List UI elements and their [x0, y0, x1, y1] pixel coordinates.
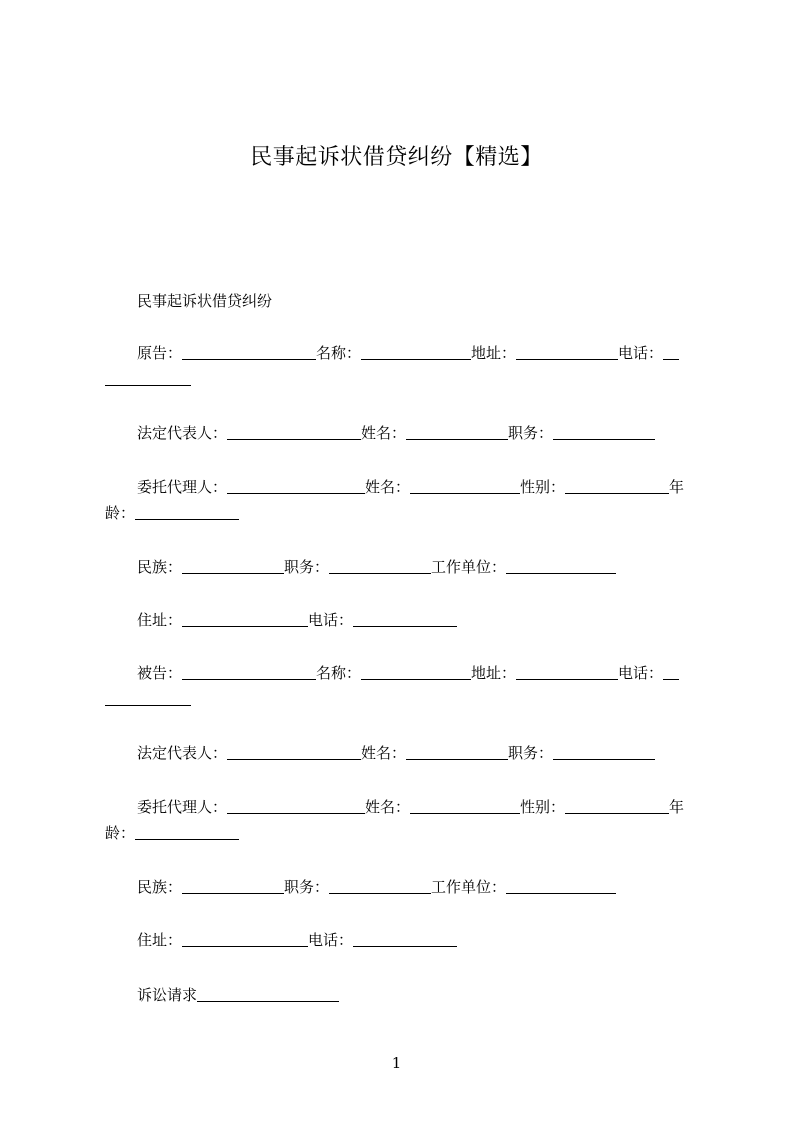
- defendant-agent-line: [105, 794, 703, 820]
- plaintiff-workplace-label: 工作单位：: [431, 558, 507, 576]
- defendant-phone-label: 电话：: [618, 664, 664, 682]
- plaintiff-gender-label: 性别：: [520, 478, 566, 496]
- defendant-address-label: 地址：: [471, 664, 517, 682]
- defendant-line-cont: [105, 686, 703, 712]
- defendant-rep-name-label: 姓名：: [361, 744, 407, 762]
- defendant-blank[interactable]: [182, 665, 316, 680]
- plaintiff-address-label: 地址：: [471, 344, 517, 362]
- defendant-agent-name-label: 姓名：: [365, 798, 411, 816]
- defendant-address-blank[interactable]: [516, 665, 618, 680]
- plaintiff-gender-blank[interactable]: [565, 479, 669, 494]
- defendant-workplace-label: 工作单位：: [431, 878, 507, 896]
- defendant-rep-position-blank[interactable]: [553, 745, 655, 760]
- plaintiff-age-blank[interactable]: [135, 505, 239, 520]
- defendant-phone-blank-2[interactable]: [105, 691, 191, 706]
- defendant-agent-position-blank[interactable]: [329, 879, 431, 894]
- defendant-residence-label: 住址：: [137, 931, 183, 949]
- defendant-age-blank[interactable]: [135, 825, 239, 840]
- plaintiff-residence-line: [105, 607, 703, 633]
- page-number: 1: [391, 1054, 402, 1072]
- plaintiff-age-label: 年: [669, 478, 685, 496]
- plaintiff-agent-label: 委托代理人：: [137, 478, 228, 496]
- document-title: 民事起诉状借贷纠纷【精选】: [250, 145, 543, 170]
- plaintiff-ethnicity-line: [105, 554, 703, 580]
- defendant-residence-phone-blank[interactable]: [353, 932, 457, 947]
- defendant-rep-name-blank[interactable]: [406, 745, 508, 760]
- defendant-legal-rep-line: [105, 740, 703, 766]
- defendant-gender-blank[interactable]: [565, 799, 669, 814]
- plaintiff-residence-phone-label: 电话：: [308, 611, 354, 629]
- defendant-ethnicity-label: 民族：: [137, 878, 183, 896]
- defendant-rep-position-label: 职务：: [508, 744, 554, 762]
- claims-blank[interactable]: [197, 987, 339, 1002]
- defendant-agent-name-blank[interactable]: [410, 799, 520, 814]
- claims-line: [105, 982, 703, 1008]
- plaintiff-blank[interactable]: [182, 345, 316, 360]
- defendant-phone-blank-1[interactable]: [663, 665, 679, 680]
- plaintiff-rep-position-label: 职务：: [508, 424, 554, 442]
- plaintiff-legal-rep-line: [105, 420, 703, 446]
- defendant-legal-rep-label: 法定代表人：: [137, 744, 228, 762]
- document-subtitle-line: [105, 288, 703, 314]
- plaintiff-residence-blank[interactable]: [182, 612, 308, 627]
- plaintiff-phone-label: 电话：: [618, 344, 664, 362]
- plaintiff-agent-name-blank[interactable]: [410, 479, 520, 494]
- defendant-age-line: [105, 820, 703, 846]
- plaintiff-address-blank[interactable]: [516, 345, 618, 360]
- plaintiff-phone-blank-1[interactable]: [663, 345, 679, 360]
- plaintiff-agent-name-label: 姓名：: [365, 478, 411, 496]
- defendant-agent-label: 委托代理人：: [137, 798, 228, 816]
- plaintiff-phone-blank-2[interactable]: [105, 371, 191, 386]
- defendant-ethnicity-line: [105, 874, 703, 900]
- plaintiff-label: 原告：: [137, 344, 183, 362]
- defendant-gender-label: 性别：: [520, 798, 566, 816]
- plaintiff-agent-position-blank[interactable]: [329, 559, 431, 574]
- plaintiff-line: [105, 340, 703, 366]
- defendant-name-label: 名称：: [316, 664, 362, 682]
- document-subtitle: 民事起诉状借贷纠纷: [137, 292, 273, 310]
- defendant-name-blank[interactable]: [361, 665, 471, 680]
- plaintiff-agent-blank[interactable]: [227, 479, 365, 494]
- plaintiff-rep-name-label: 姓名：: [361, 424, 407, 442]
- plaintiff-rep-position-blank[interactable]: [553, 425, 655, 440]
- defendant-residence-line: [105, 927, 703, 953]
- plaintiff-line-cont: [105, 366, 703, 392]
- plaintiff-ethnicity-label: 民族：: [137, 558, 183, 576]
- defendant-residence-phone-label: 电话：: [308, 931, 354, 949]
- defendant-legal-rep-blank[interactable]: [227, 745, 361, 760]
- defendant-age-label: 年: [669, 798, 685, 816]
- plaintiff-agent-line: [105, 474, 703, 500]
- plaintiff-name-label: 名称：: [316, 344, 362, 362]
- claims-label: 诉讼请求: [137, 986, 198, 1004]
- defendant-label: 被告：: [137, 664, 183, 682]
- plaintiff-ethnicity-blank[interactable]: [182, 559, 284, 574]
- defendant-workplace-blank[interactable]: [506, 879, 616, 894]
- plaintiff-residence-label: 住址：: [137, 611, 183, 629]
- plaintiff-age-label-2: 龄：: [105, 504, 136, 522]
- plaintiff-legal-rep-label: 法定代表人：: [137, 424, 228, 442]
- defendant-agent-position-label: 职务：: [284, 878, 330, 896]
- defendant-agent-blank[interactable]: [227, 799, 365, 814]
- plaintiff-rep-name-blank[interactable]: [406, 425, 508, 440]
- plaintiff-age-line: [105, 500, 703, 526]
- defendant-line: [105, 660, 703, 686]
- plaintiff-residence-phone-blank[interactable]: [353, 612, 457, 627]
- defendant-ethnicity-blank[interactable]: [182, 879, 284, 894]
- plaintiff-legal-rep-blank[interactable]: [227, 425, 361, 440]
- plaintiff-agent-position-label: 职务：: [284, 558, 330, 576]
- plaintiff-workplace-blank[interactable]: [506, 559, 616, 574]
- defendant-age-label-2: 龄：: [105, 824, 136, 842]
- defendant-residence-blank[interactable]: [182, 932, 308, 947]
- plaintiff-name-blank[interactable]: [361, 345, 471, 360]
